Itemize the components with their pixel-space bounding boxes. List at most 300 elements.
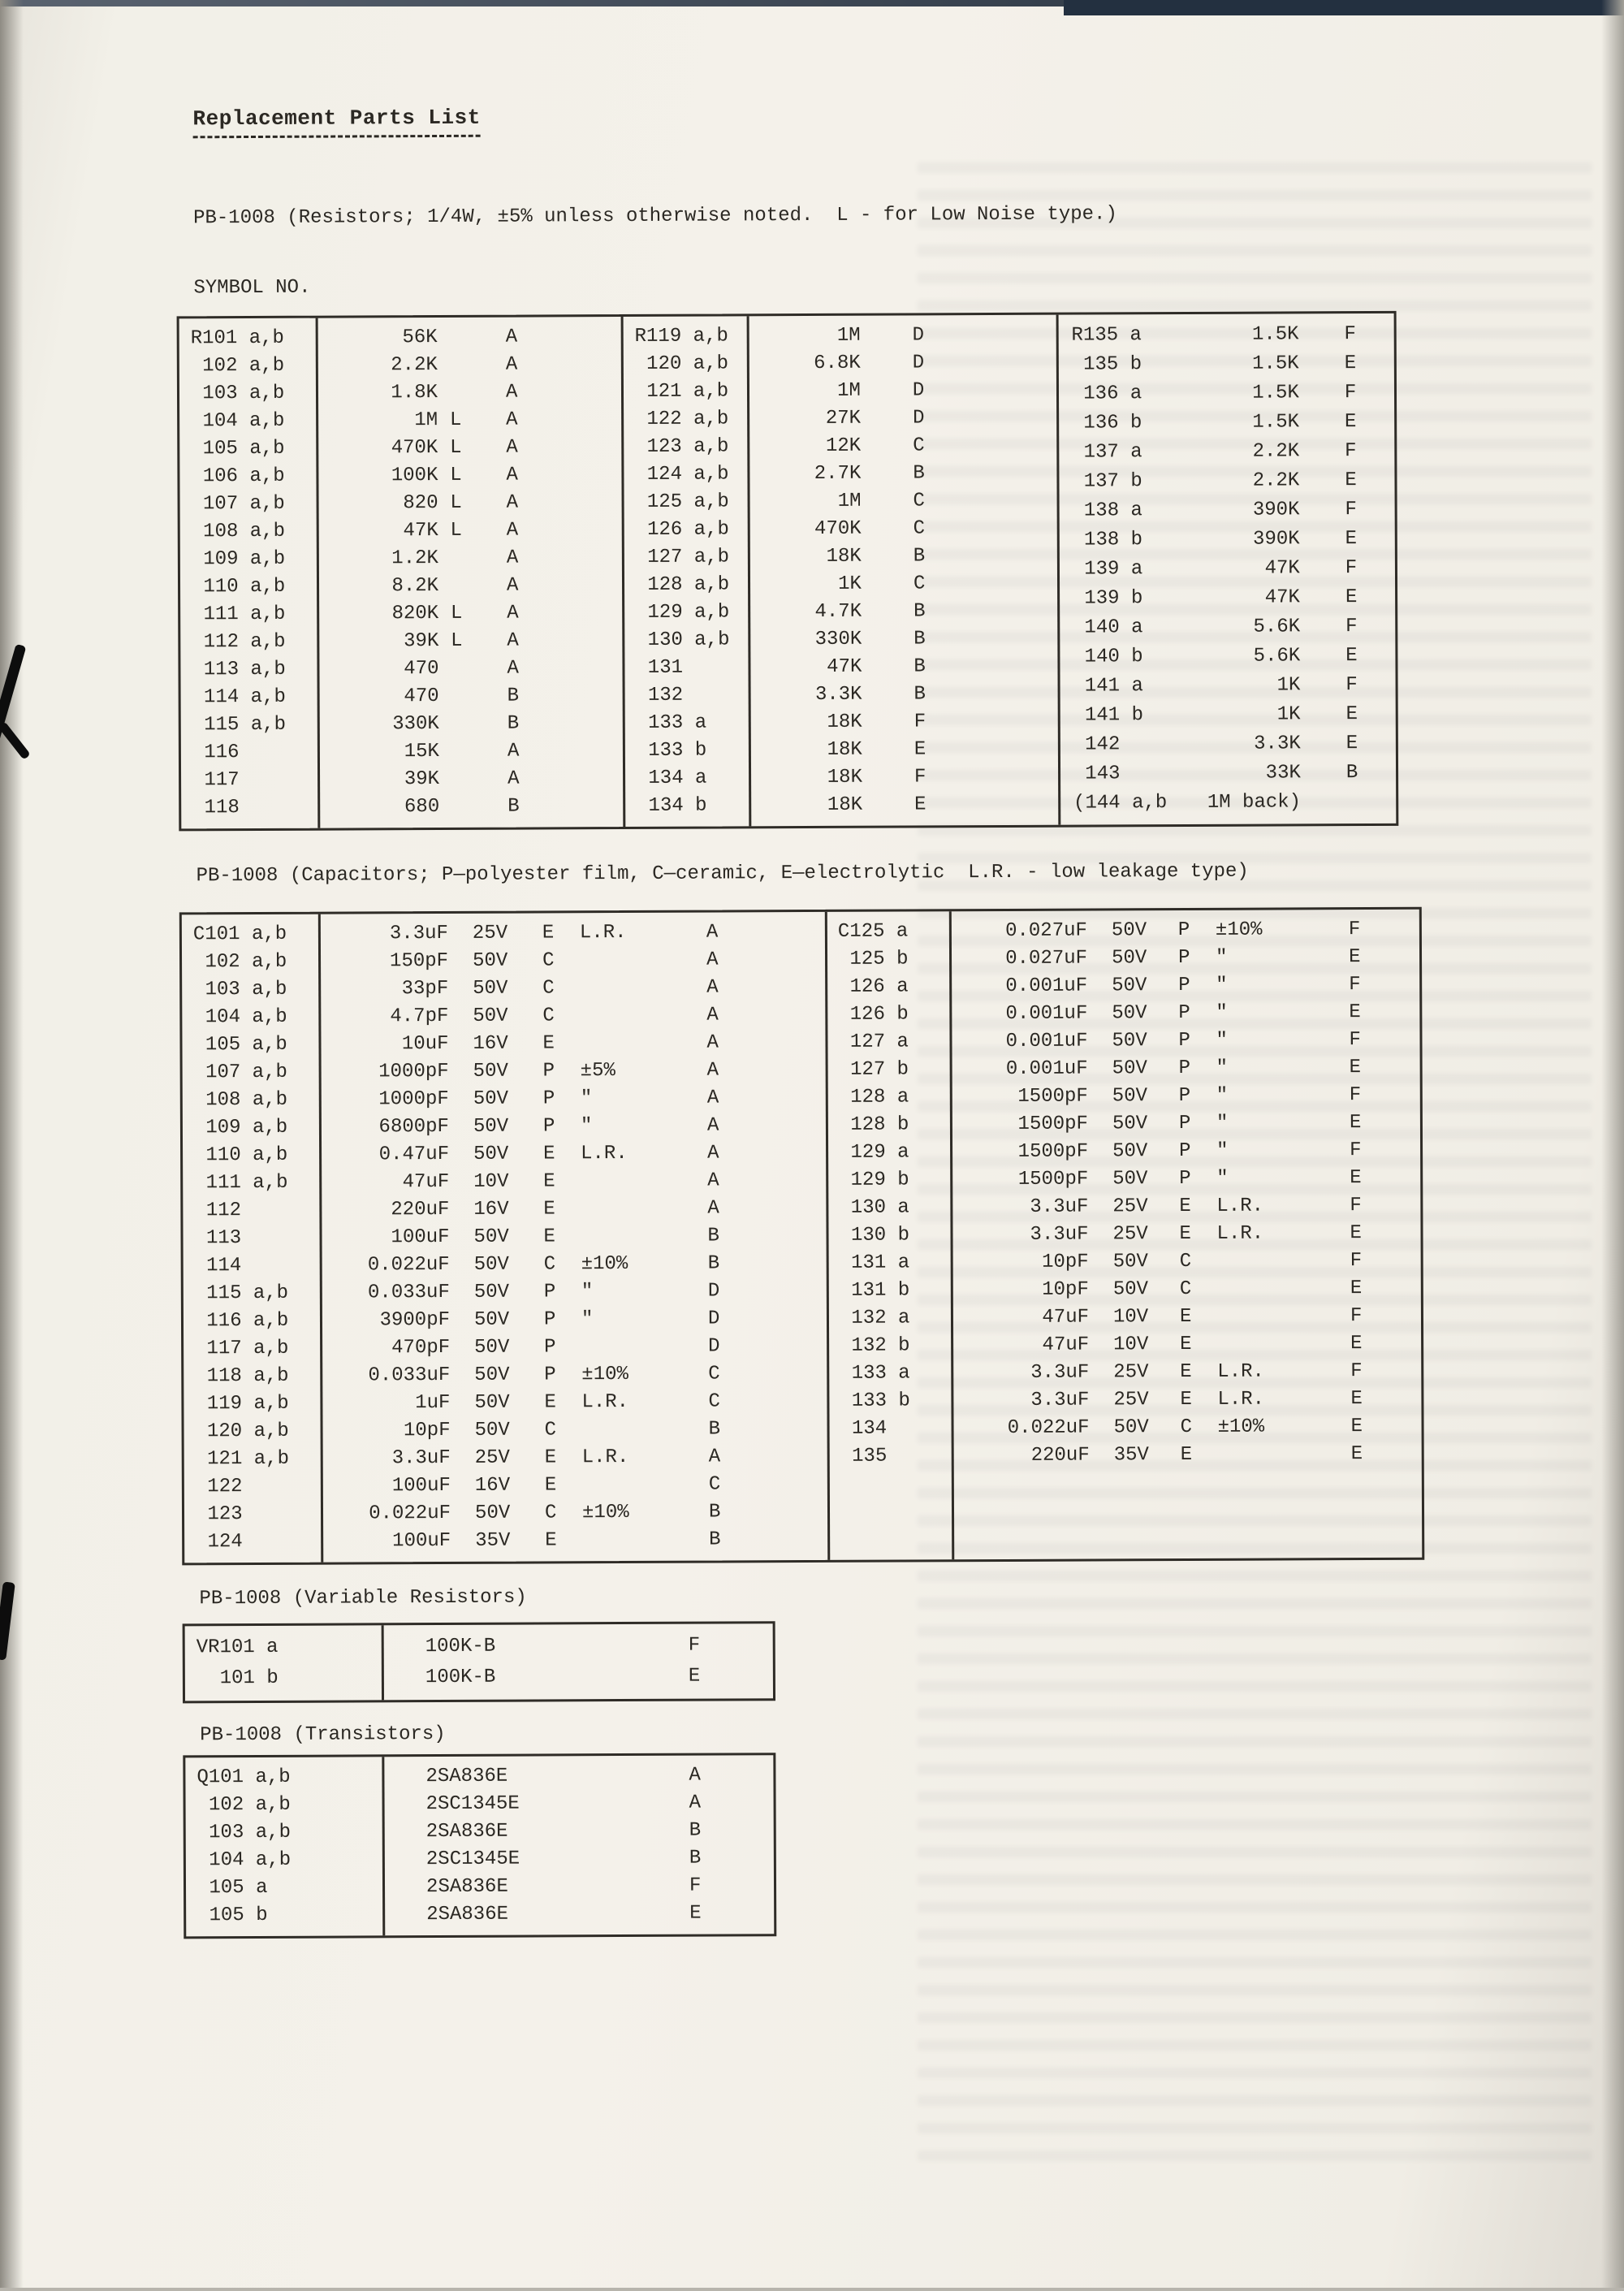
- grade-cell: A: [706, 1087, 719, 1109]
- value-cell: 390K: [1252, 528, 1300, 551]
- value-cell: 39K: [404, 767, 440, 791]
- value-cell: 10uF: [401, 1032, 449, 1056]
- variable-resistor-row: [185, 1661, 773, 1694]
- type-cell: E: [542, 922, 555, 944]
- voltage-cell: 50V: [473, 1060, 508, 1083]
- grade-cell: F: [1344, 323, 1356, 346]
- note-cell: ": [1216, 1139, 1229, 1162]
- symbol-cell: 113 a,b: [192, 658, 286, 681]
- grade-cell: F: [914, 711, 926, 733]
- grade-cell: F: [1345, 674, 1358, 697]
- resistor-row: [1059, 349, 1394, 380]
- grade-cell: A: [505, 326, 518, 348]
- resistor-row: [624, 598, 1057, 627]
- grade-cell: A: [707, 1169, 719, 1192]
- resistor-row: [179, 406, 621, 435]
- capacitor-row: [182, 1001, 825, 1031]
- symbol-cell: 130 a,b: [636, 629, 730, 651]
- capacitor-row: [184, 1416, 827, 1446]
- capacitor-rows: [827, 916, 1422, 1471]
- symbol-cell: 122: [195, 1476, 243, 1498]
- grade-cell: A: [689, 1792, 702, 1814]
- value-cell: 1M back): [1207, 791, 1302, 814]
- low-noise-cell: [439, 766, 475, 793]
- capacitor-row: [829, 1303, 1421, 1333]
- grade-cell: F: [1349, 1084, 1362, 1107]
- transistor-row: [186, 1789, 774, 1819]
- note-cell: ": [580, 1087, 593, 1110]
- value-cell: 4.7pF: [390, 1005, 449, 1028]
- symbol-cell: 130 a: [839, 1196, 909, 1219]
- grade-cell: B: [708, 1418, 721, 1441]
- value-cell: 8.2K: [391, 575, 439, 598]
- grade-cell: A: [506, 574, 519, 597]
- grade-cell: E: [1350, 1416, 1363, 1438]
- symbol-cell: 123 a,b: [635, 435, 729, 458]
- grade-cell: E: [914, 793, 926, 816]
- low-noise-cell: [438, 545, 474, 573]
- grade-cell: C: [913, 573, 926, 595]
- symbol-cell: 106 a,b: [191, 465, 285, 488]
- resistor-row: [624, 515, 1057, 544]
- grade-cell: F: [1345, 616, 1358, 638]
- low-noise-cell: [439, 738, 475, 766]
- note-cell: ±10%: [1217, 1416, 1265, 1438]
- resistor-row: [1058, 320, 1393, 351]
- value-cell: 0.001uF: [1005, 1030, 1088, 1053]
- voltage-cell: 50V: [473, 1115, 509, 1138]
- type-cell: C: [542, 977, 555, 1000]
- value-cell: 2SA836E: [425, 1820, 508, 1844]
- value-cell: 1.5K: [1252, 411, 1300, 434]
- value-cell: 150pF: [389, 949, 449, 973]
- value-cell: 2SC1345E: [425, 1792, 520, 1816]
- capacitor-row: [828, 1082, 1420, 1112]
- voltage-cell: 50V: [1113, 1416, 1149, 1439]
- value-cell: 390K: [1252, 499, 1300, 521]
- symbol-cell: 115 a,b: [194, 1282, 289, 1305]
- value-cell: 2SA836E: [425, 1875, 508, 1899]
- value-cell: 18K: [827, 738, 862, 761]
- note-cell: ": [1216, 1167, 1229, 1190]
- low-noise-cell: L: [450, 464, 462, 486]
- resistor-row: [624, 681, 1057, 710]
- value-cell: 2SA836E: [426, 1903, 509, 1926]
- symbol-cell: 134 a: [636, 767, 707, 789]
- resistor-row: [624, 432, 1056, 461]
- low-noise-cell: [438, 352, 473, 379]
- grade-cell: B: [508, 795, 520, 818]
- capacitor-row: [182, 946, 825, 976]
- value-cell: 15K: [404, 740, 439, 763]
- symbol-cell: 137 a: [1072, 441, 1142, 464]
- symbol-cell: 120 a,b: [634, 352, 729, 375]
- symbol-cell: 131 b: [839, 1279, 910, 1302]
- value-cell: 100uF: [391, 1225, 450, 1249]
- resistor-row: [180, 544, 622, 573]
- value-cell: 1000pF: [378, 1087, 449, 1111]
- type-cell: E: [544, 1391, 556, 1414]
- symbol-cell: R119 a,b: [634, 325, 728, 348]
- grade-cell: B: [707, 1252, 720, 1275]
- grade-cell: E: [1350, 1443, 1363, 1466]
- note-cell: L.R.: [1217, 1388, 1265, 1411]
- grade-cell: E: [1350, 1388, 1363, 1411]
- note-cell: [575, 975, 693, 1003]
- transistor-row: [186, 1872, 774, 1902]
- transistors-section-heading: PB-1008 (Transistors): [200, 1723, 446, 1747]
- resistors-table: [177, 311, 1399, 832]
- symbol-cell: 118 a,b: [195, 1364, 289, 1388]
- grade-cell: B: [507, 712, 520, 735]
- grade-cell: E: [1349, 1057, 1362, 1079]
- grade-cell: E: [1349, 1112, 1362, 1135]
- grade-cell: E: [1350, 1222, 1362, 1245]
- value-cell: 1500pF: [1017, 1168, 1089, 1191]
- grade-cell: E: [1344, 352, 1357, 375]
- note-cell: ": [1216, 1001, 1228, 1024]
- voltage-cell: 50V: [473, 1087, 509, 1110]
- symbol-cell: R101 a,b: [190, 326, 284, 350]
- type-cell: C: [544, 1502, 557, 1524]
- voltage-cell: 50V: [474, 1419, 510, 1442]
- symbol-cell: C101 a,b: [192, 923, 287, 946]
- value-cell: 1.5K: [1251, 323, 1299, 346]
- transistors-table: [183, 1753, 776, 1939]
- capacitor-row: [827, 971, 1419, 1001]
- variable-resistor-row: [185, 1630, 773, 1663]
- grade-cell: C: [708, 1473, 721, 1496]
- resistor-row: [624, 349, 1056, 378]
- type-cell: P: [542, 1115, 555, 1138]
- symbol-cell: 102 a,b: [190, 354, 285, 378]
- value-cell: 3.3K: [1254, 733, 1301, 755]
- symbol-cell: 102 a,b: [192, 950, 287, 974]
- value-cell: 10pF: [1042, 1251, 1089, 1273]
- capacitor-row: [827, 1027, 1419, 1057]
- voltage-cell: 50V: [473, 1281, 510, 1303]
- capacitor-row: [182, 919, 825, 949]
- symbol-cell: 122 a,b: [634, 408, 729, 430]
- grade-cell: F: [1350, 1360, 1363, 1383]
- type-cell: P: [543, 1281, 556, 1303]
- resistor-row: [1060, 554, 1395, 585]
- grade-cell: E: [1350, 1333, 1363, 1355]
- grade-cell: F: [1345, 557, 1358, 580]
- note-cell: [577, 1416, 695, 1445]
- symbol-cell: 136 a: [1071, 383, 1142, 405]
- value-cell: 2SA836E: [425, 1765, 508, 1788]
- capacitor-row: [829, 1413, 1421, 1443]
- voltage-cell: 50V: [1112, 1030, 1147, 1053]
- note-cell: [576, 1223, 694, 1251]
- capacitor-row: [829, 1330, 1421, 1360]
- resistor-row: [179, 461, 621, 491]
- value-cell: 3.3uF: [1030, 1361, 1090, 1384]
- resistor-row: [1060, 642, 1395, 672]
- capacitor-row: [184, 1526, 827, 1556]
- symbol-cell: 124 a,b: [635, 463, 729, 486]
- note-cell: L.R.: [1216, 1222, 1264, 1245]
- symbol-cell: 138 a: [1072, 499, 1142, 522]
- value-cell: 47K: [403, 520, 438, 542]
- symbol-cell: 103 a,b: [190, 382, 285, 405]
- capacitor-row: [829, 1385, 1421, 1416]
- grade-cell: B: [689, 1819, 702, 1842]
- note-cell: ": [1215, 946, 1228, 969]
- variable-resistors-section-heading: PB-1008 (Variable Resistors): [199, 1586, 527, 1610]
- resistor-row: [1059, 408, 1394, 439]
- value-cell: 0.022uF: [367, 1253, 450, 1277]
- grade-cell: A: [706, 921, 719, 944]
- type-cell: P: [1179, 1139, 1191, 1163]
- symbol-cell: 118: [192, 797, 240, 819]
- capacitor-row: [184, 1305, 827, 1335]
- symbol-cell: 137 b: [1072, 470, 1142, 493]
- value-cell: 47uF: [402, 1170, 450, 1194]
- grade-cell: F: [1349, 974, 1361, 996]
- type-cell: C: [1180, 1416, 1193, 1439]
- symbol-cell: 103 a,b: [197, 1821, 292, 1844]
- value-cell: 1uF: [415, 1391, 451, 1415]
- symbol-cell: 114: [194, 1255, 242, 1277]
- resistor-row: [181, 765, 623, 794]
- symbol-cell: 125 b: [837, 948, 909, 970]
- value-cell: 12K: [825, 434, 862, 457]
- capacitor-row: [183, 1084, 826, 1114]
- voltage-cell: 50V: [474, 1502, 511, 1524]
- type-cell: E: [1180, 1443, 1193, 1467]
- value-cell: 0.027uF: [1005, 947, 1088, 970]
- symbol-cell: 120 a,b: [195, 1420, 289, 1443]
- voltage-cell: 50V: [1112, 1251, 1148, 1273]
- capacitor-row: [828, 1109, 1420, 1139]
- symbol-cell: C125 a: [837, 920, 909, 943]
- resistor-row: [624, 377, 1056, 406]
- type-cell: P: [1177, 919, 1190, 942]
- voltage-cell: 50V: [474, 1391, 510, 1414]
- grade-cell: A: [506, 408, 518, 431]
- symbol-cell: 141 a: [1073, 675, 1143, 698]
- symbol-cell: 101 b: [196, 1666, 279, 1690]
- type-cell: E: [543, 1143, 555, 1165]
- symbol-cell: 121 a,b: [195, 1447, 290, 1471]
- grade-cell: E: [688, 1665, 701, 1688]
- grade-cell: F: [688, 1634, 701, 1657]
- grade-cell: B: [507, 685, 520, 707]
- voltage-cell: 35V: [1113, 1444, 1149, 1467]
- voltage-cell: 25V: [1112, 1223, 1148, 1246]
- voltage-cell: 50V: [1112, 1002, 1147, 1025]
- symbol-cell: 129 a,b: [636, 601, 730, 624]
- type-cell: P: [1178, 1001, 1190, 1025]
- grade-cell: A: [706, 1031, 719, 1054]
- symbol-cell: 104 a,b: [197, 1848, 292, 1872]
- low-noise-cell: [438, 573, 474, 600]
- grade-cell: F: [1350, 1195, 1362, 1217]
- value-cell: 1.5K: [1252, 352, 1299, 375]
- type-cell: E: [1179, 1222, 1191, 1246]
- symbol-cell: 135: [840, 1445, 888, 1468]
- grade-cell: F: [1350, 1305, 1363, 1328]
- value-cell: 470K: [814, 517, 862, 540]
- value-cell: 220uF: [391, 1198, 450, 1221]
- resistor-row: [179, 323, 621, 352]
- grade-cell: A: [706, 1114, 719, 1137]
- value-cell: 18K: [827, 793, 863, 816]
- resistor-row: [1060, 671, 1395, 702]
- capacitor-row: [183, 1112, 826, 1142]
- value-cell: 0.033uF: [367, 1281, 450, 1304]
- grade-cell: B: [914, 628, 926, 651]
- variable-resistors-table: [183, 1621, 775, 1703]
- grade-cell: F: [1344, 382, 1357, 404]
- symbol-cell: 105 a,b: [193, 1033, 287, 1057]
- symbol-cell: 111 a,b: [194, 1171, 288, 1195]
- resistor-row: [180, 655, 622, 684]
- value-cell: 330K: [814, 628, 862, 651]
- type-cell: E: [1179, 1305, 1192, 1329]
- value-cell: 1500pF: [1017, 1085, 1088, 1108]
- capacitor-row: [184, 1388, 827, 1418]
- capacitor-row: [184, 1360, 827, 1390]
- value-cell: 2.7K: [814, 462, 862, 485]
- resistor-row: [181, 737, 623, 767]
- symbol-cell: 107 a,b: [193, 1061, 287, 1084]
- symbol-cell: 104 a,b: [191, 409, 285, 433]
- note-cell: [1212, 1275, 1332, 1303]
- symbol-cell: 134 b: [637, 794, 707, 817]
- resistors-panel-2: [623, 315, 1060, 827]
- value-cell: 47K: [827, 655, 862, 678]
- grade-cell: D: [912, 407, 925, 430]
- resistor-row: [180, 572, 622, 601]
- symbol-cell: 129 a: [839, 1141, 909, 1164]
- low-noise-cell: L: [450, 491, 462, 514]
- value-cell: 5.6K: [1253, 616, 1301, 638]
- symbol-cell: 121 a,b: [634, 380, 729, 403]
- grade-cell: A: [505, 353, 518, 376]
- capacitor-row: [829, 1358, 1421, 1388]
- type-cell: E: [1180, 1388, 1192, 1411]
- symbol-cell: 105 a,b: [191, 437, 285, 460]
- grade-cell: B: [689, 1847, 702, 1870]
- variable-resistor-rows: [185, 1630, 773, 1694]
- grade-cell: E: [1348, 946, 1361, 969]
- symbol-cell: 112: [194, 1200, 242, 1222]
- note-cell: [576, 1168, 694, 1196]
- value-cell: 0.001uF: [1005, 975, 1088, 997]
- grade-cell: D: [708, 1335, 720, 1358]
- symbol-cell: 130 b: [839, 1224, 910, 1247]
- symbol-cell: 128 a: [838, 1086, 909, 1109]
- grade-cell: A: [507, 602, 519, 625]
- resistor-row: [179, 434, 621, 463]
- symbol-cell: R135 a: [1071, 324, 1142, 347]
- symbol-cell: 110 a,b: [191, 575, 286, 599]
- note-cell: ±10%: [581, 1501, 629, 1524]
- voltage-cell: 50V: [473, 977, 508, 1000]
- capacitor-row: [184, 1443, 827, 1473]
- value-cell: 100K-B: [425, 1635, 496, 1658]
- capacitor-row: [183, 1167, 826, 1197]
- symbol-cell: 132: [636, 684, 684, 707]
- value-cell: 1K: [1276, 703, 1301, 726]
- value-cell: 330K: [392, 712, 439, 736]
- type-cell: E: [544, 1474, 557, 1497]
- grade-cell: E: [1345, 645, 1358, 668]
- note-cell: ±10%: [1215, 919, 1263, 941]
- voltage-cell: 25V: [1112, 1195, 1148, 1218]
- resistor-row: [625, 763, 1058, 793]
- capacitor-row: [184, 1250, 827, 1280]
- resistor-row: [1059, 466, 1394, 497]
- column-divider: [382, 1625, 384, 1700]
- resistor-row: [624, 542, 1057, 572]
- grade-cell: B: [913, 462, 925, 485]
- resistors-section-heading: PB-1008 (Resistors; 1/4W, ±5% unless otherwise noted. L - for Low Noise type.): [192, 203, 1117, 230]
- resistor-rows: [624, 322, 1059, 820]
- voltage-cell: 10V: [473, 1170, 509, 1193]
- value-cell: 100K: [391, 465, 438, 487]
- transistors-panel: [185, 1755, 774, 1936]
- value-cell: 100uF: [391, 1474, 451, 1498]
- symbol-cell: 109 a,b: [191, 547, 286, 571]
- voltage-cell: 50V: [1112, 1168, 1148, 1191]
- grade-cell: B: [1345, 762, 1358, 785]
- value-cell: 3.3uF: [389, 922, 448, 945]
- symbol-cell: 142: [1073, 733, 1121, 756]
- transistor-row: [186, 1844, 774, 1874]
- type-cell: P: [1178, 974, 1190, 997]
- value-cell: 100K-B: [425, 1666, 496, 1689]
- symbol-cell: 128 b: [838, 1113, 909, 1136]
- grade-cell: E: [1345, 528, 1358, 551]
- symbol-cell: 140 a: [1073, 616, 1143, 639]
- symbol-cell: 127 a,b: [635, 546, 730, 568]
- symbol-cell: 127 a: [838, 1031, 909, 1053]
- note-cell: L.R.: [1216, 1195, 1264, 1217]
- low-noise-cell: L: [449, 408, 462, 431]
- note-cell: ": [581, 1281, 594, 1303]
- grade-cell: D: [912, 352, 925, 374]
- type-cell: C: [1179, 1277, 1192, 1301]
- symbol-cell: 125 a,b: [635, 491, 729, 513]
- note-cell: L.R.: [1217, 1360, 1264, 1383]
- symbol-cell: 126 a: [838, 975, 909, 998]
- grade-cell: B: [913, 545, 926, 568]
- value-cell: 3.3uF: [1030, 1195, 1089, 1218]
- grade-cell: E: [1344, 411, 1357, 434]
- low-noise-cell: [438, 655, 474, 683]
- symbol-cell: 104 a,b: [193, 1005, 287, 1029]
- grade-cell: A: [706, 949, 719, 971]
- resistor-row: [624, 460, 1056, 489]
- note-cell: [577, 1527, 696, 1555]
- grade-cell: A: [707, 1142, 719, 1165]
- capacitors-panel-left: [182, 912, 830, 1563]
- value-cell: 6.8K: [814, 352, 861, 374]
- voltage-cell: 50V: [1112, 1085, 1148, 1108]
- grade-cell: D: [912, 379, 925, 402]
- type-cell: E: [542, 1032, 555, 1055]
- type-cell: P: [544, 1364, 556, 1386]
- note-cell: [1213, 1441, 1333, 1469]
- symbol-cell: 116: [192, 741, 240, 764]
- voltage-cell: 10V: [1113, 1334, 1149, 1356]
- type-cell: P: [1177, 946, 1190, 970]
- symbol-cell: 117: [192, 769, 240, 792]
